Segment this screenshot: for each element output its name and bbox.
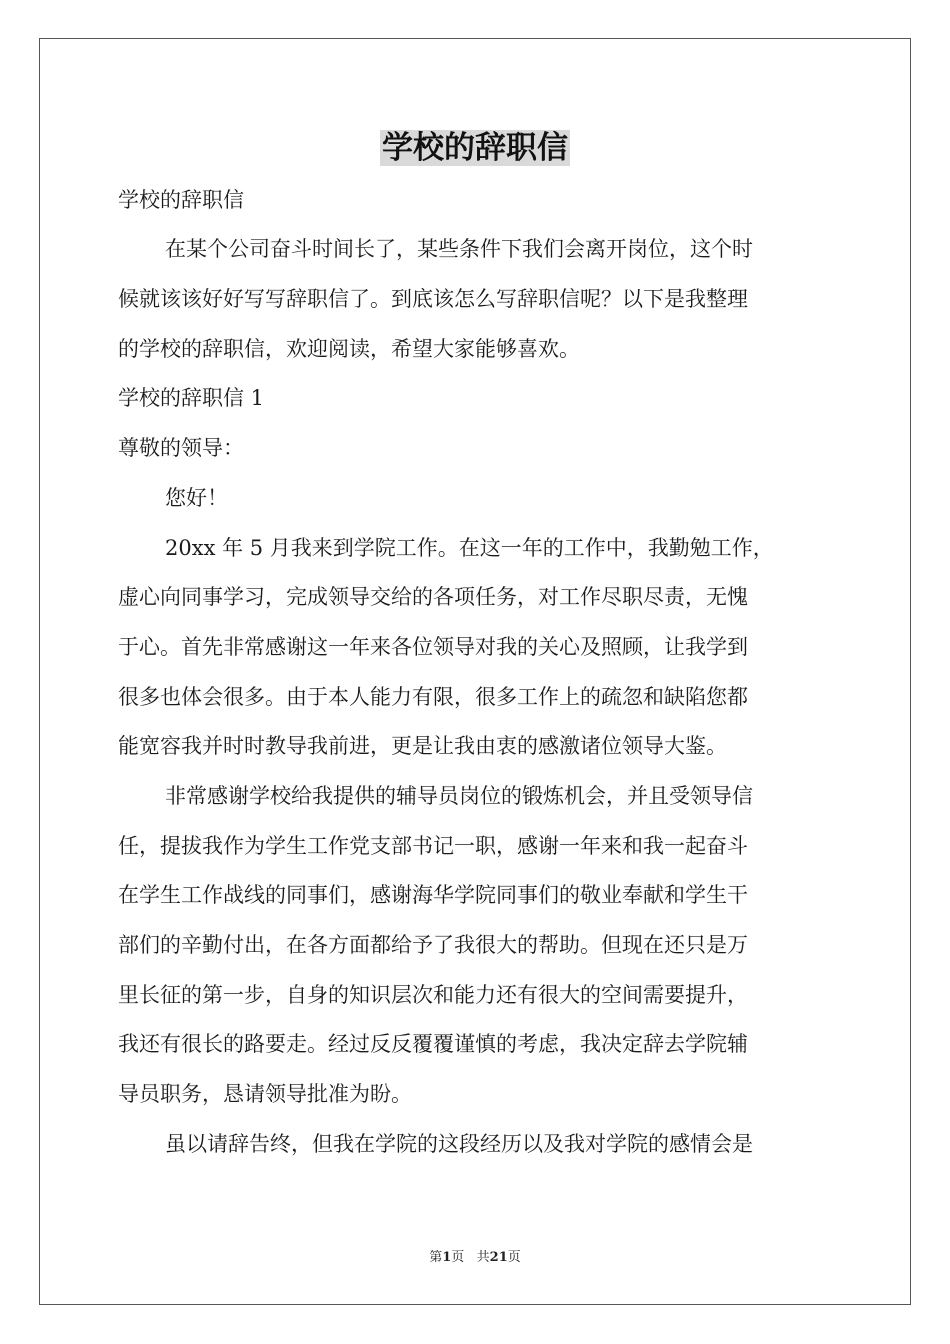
paragraph-line: 虽以请辞告终，但我在学院的这段经历以及我对学院的感情会是	[165, 1132, 753, 1156]
paragraph-line: 非常感谢学校给我提供的辅导员岗位的锻炼机会，并且受领导信	[165, 784, 753, 808]
page-footer	[0, 1246, 950, 1265]
greeting-line: 您好！	[165, 486, 228, 510]
page-frame	[39, 38, 911, 1305]
paragraph-line: 任，提拔我作为学生工作党支部书记一职，感谢一年来和我一起奋斗	[118, 834, 748, 858]
paragraph-line: 候就该该好好写写辞职信了。到底该怎么写辞职信呢？以下是我整理	[118, 287, 748, 311]
paragraph-line: 我还有很长的路要走。经过反反覆覆谨慎的考虑，我决定辞去学院辅	[118, 1032, 748, 1056]
paragraph-line: 的学校的辞职信，欢迎阅读，希望大家能够喜欢。	[118, 337, 580, 361]
salutation-line: 尊敬的领导：	[118, 436, 244, 460]
section-heading: 学校的辞职信 1	[118, 386, 265, 410]
paragraph-line: 能宽容我并时时教导我前进，更是让我由衷的感激诸位领导大鉴。	[118, 734, 727, 758]
paragraph-line: 在某个公司奋斗时间长了，某些条件下我们会离开岗位，这个时	[165, 237, 753, 261]
paragraph-line: 于心。首先非常感谢这一年来各位领导对我的关心及照顾，让我学到	[118, 635, 748, 659]
subtitle-line: 学校的辞职信	[118, 188, 244, 212]
paragraph-line: 很多也体会很多。由于本人能力有限，很多工作上的疏忽和缺陷您都	[118, 685, 748, 709]
document-title-text: 学校的辞职信	[382, 130, 568, 166]
document-title	[0, 128, 950, 168]
paragraph-line: 导员职务，恳请领导批准为盼。	[118, 1082, 412, 1106]
footer-page-suffix: 页	[507, 1250, 521, 1265]
paragraph-line: 20xx 年 5 月我来到学院工作。在这一年的工作中，我勤勉工作，	[165, 536, 774, 560]
paragraph-line: 里长征的第一步，自身的知识层次和能力还有很大的空间需要提升，	[118, 983, 748, 1007]
paragraph-line: 部们的辛勤付出，在各方面都给予了我很大的帮助。但现在还只是万	[118, 933, 748, 957]
paragraph-line: 虚心向同事学习，完成领导交给的各项任务，对工作尽职尽责，无愧	[118, 585, 748, 609]
paragraph-line: 在学生工作战线的同事们，感谢海华学院同事们的敬业奉献和学生干	[118, 883, 748, 907]
footer-total-pages: 21	[489, 1250, 508, 1265]
footer-page-prefix: 第	[429, 1250, 443, 1265]
footer-page-number: 1	[442, 1250, 452, 1265]
footer-page-mid: 页 共	[451, 1250, 490, 1265]
